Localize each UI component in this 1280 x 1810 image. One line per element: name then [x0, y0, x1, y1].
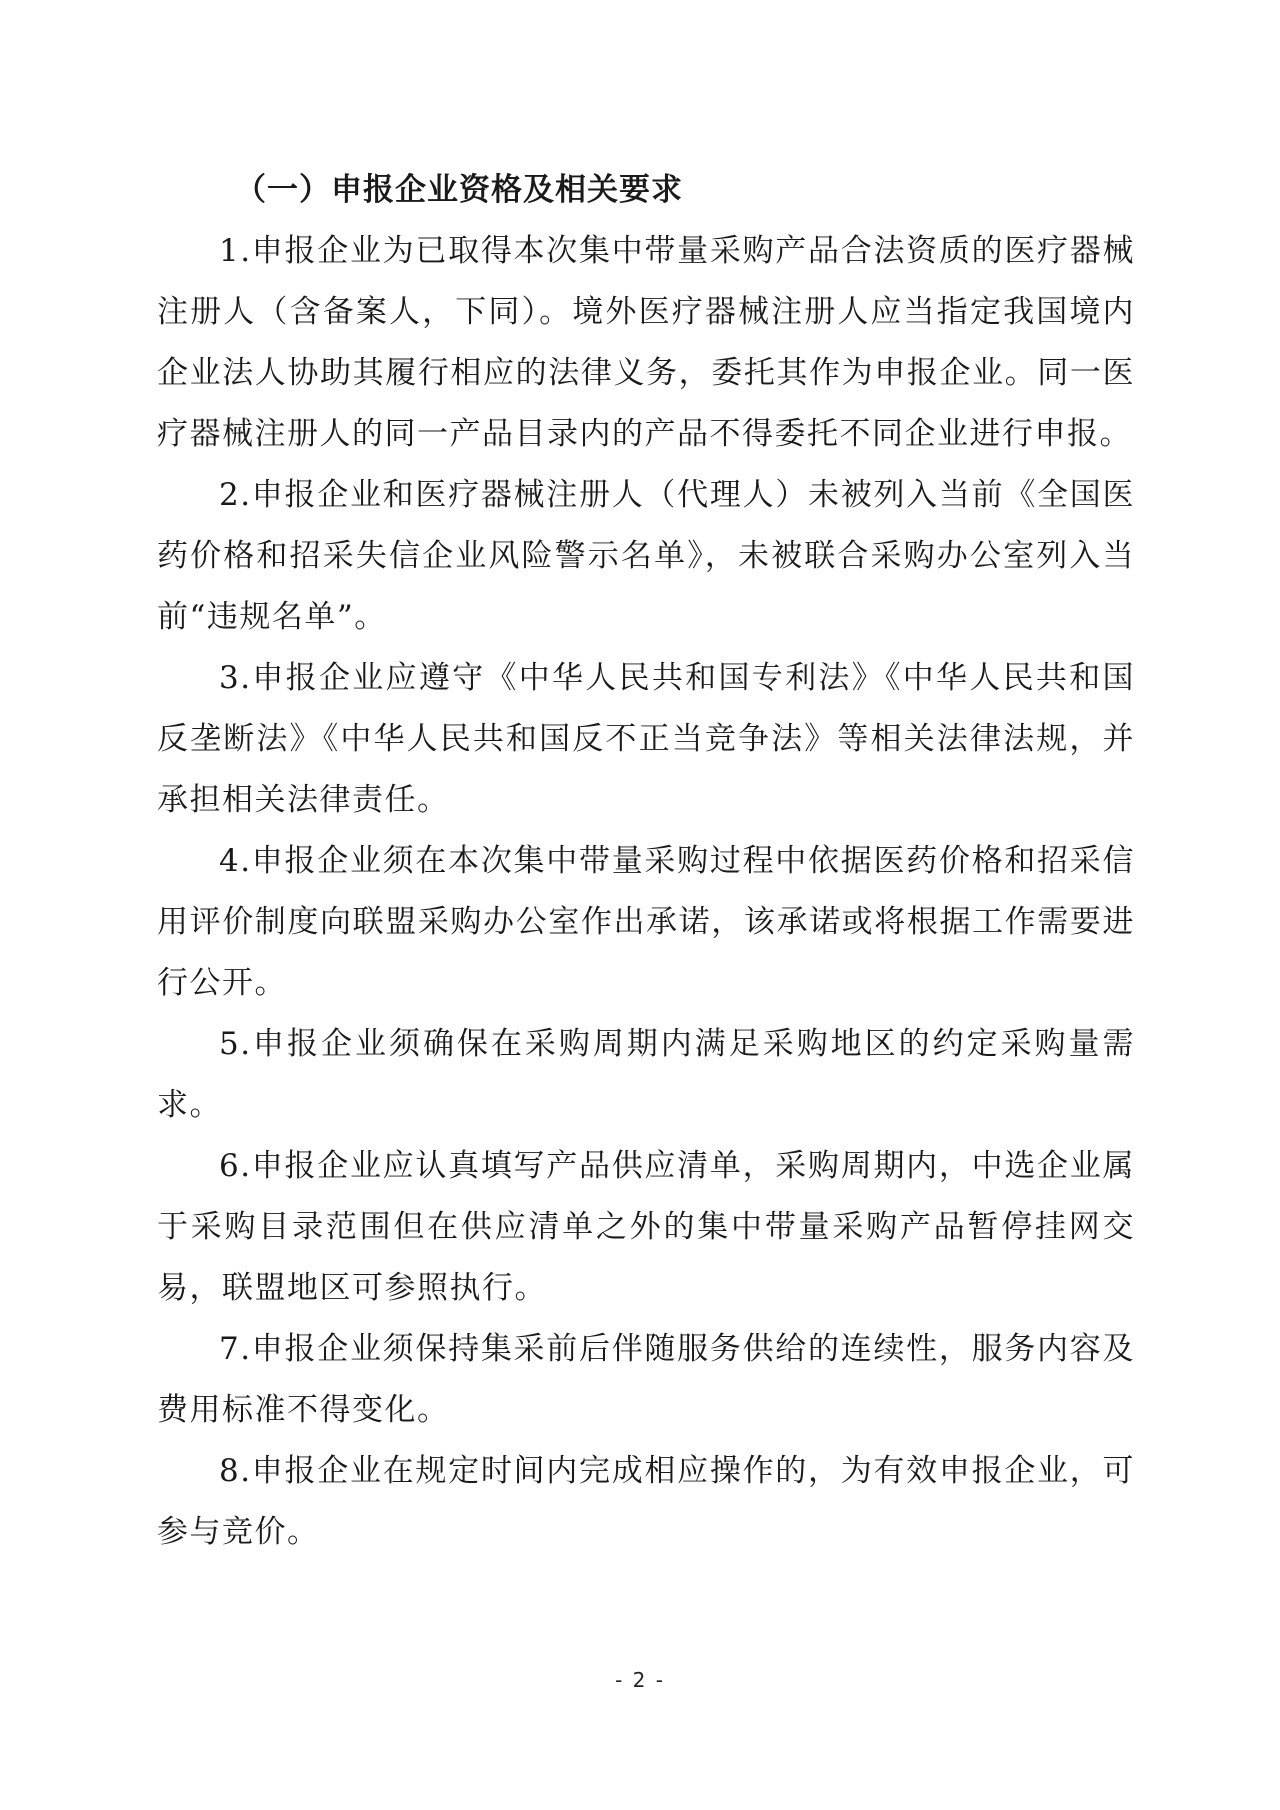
requirement-item-3: 3.申报企业应遵守《中华人民共和国专利法》《中华人民共和国反垄断法》《中华人民共和国反不正当竞争法》等相关法律法规，并承担相关法律责任。 — [157, 660, 1135, 818]
document-body — [157, 160, 1135, 1563]
requirement-item-8: 8.申报企业在规定时间内完成相应操作的，为有效申报企业，可参与竞价。 — [157, 1453, 1135, 1550]
requirement-item-1: 1.申报企业为已取得本次集中带量采购产品合法资质的医疗器械注册人（含备案人，下同）。境外医疗器械注册人应当指定我国境内企业法人协助其履行相应的法律义务，委托其作为申报企业。同一医疗器械注册人的同一产品目录内的产品不得委托不同企业进行申报。 — [157, 233, 1135, 452]
requirement-item-2: 2.申报企业和医疗器械注册人（代理人）未被列入当前《全国医药价格和招采失信企业风险警示名单》，未被联合采购办公室列入当前“违规名单”。 — [157, 477, 1135, 635]
requirement-item-6: 6.申报企业应认真填写产品供应清单，采购周期内，中选企业属于采购目录范围但在供应清单之外的集中带量采购产品暂停挂网交易，联盟地区可参照执行。 — [157, 1148, 1135, 1306]
requirement-item-7: 7.申报企业须保持集采前后伴随服务供给的连续性，服务内容及费用标准不得变化。 — [157, 1331, 1135, 1428]
section-heading: （一）申报企业资格及相关要求 — [235, 172, 683, 208]
page-number: - 2 - — [615, 1668, 665, 1692]
requirement-item-4: 4.申报企业须在本次集中带量采购过程中依据医药价格和招采信用评价制度向联盟采购办公室作出承诺，该承诺或将根据工作需要进行公开。 — [157, 843, 1135, 1001]
requirement-item-5: 5.申报企业须确保在采购周期内满足采购地区的约定采购量需求。 — [157, 1026, 1135, 1123]
